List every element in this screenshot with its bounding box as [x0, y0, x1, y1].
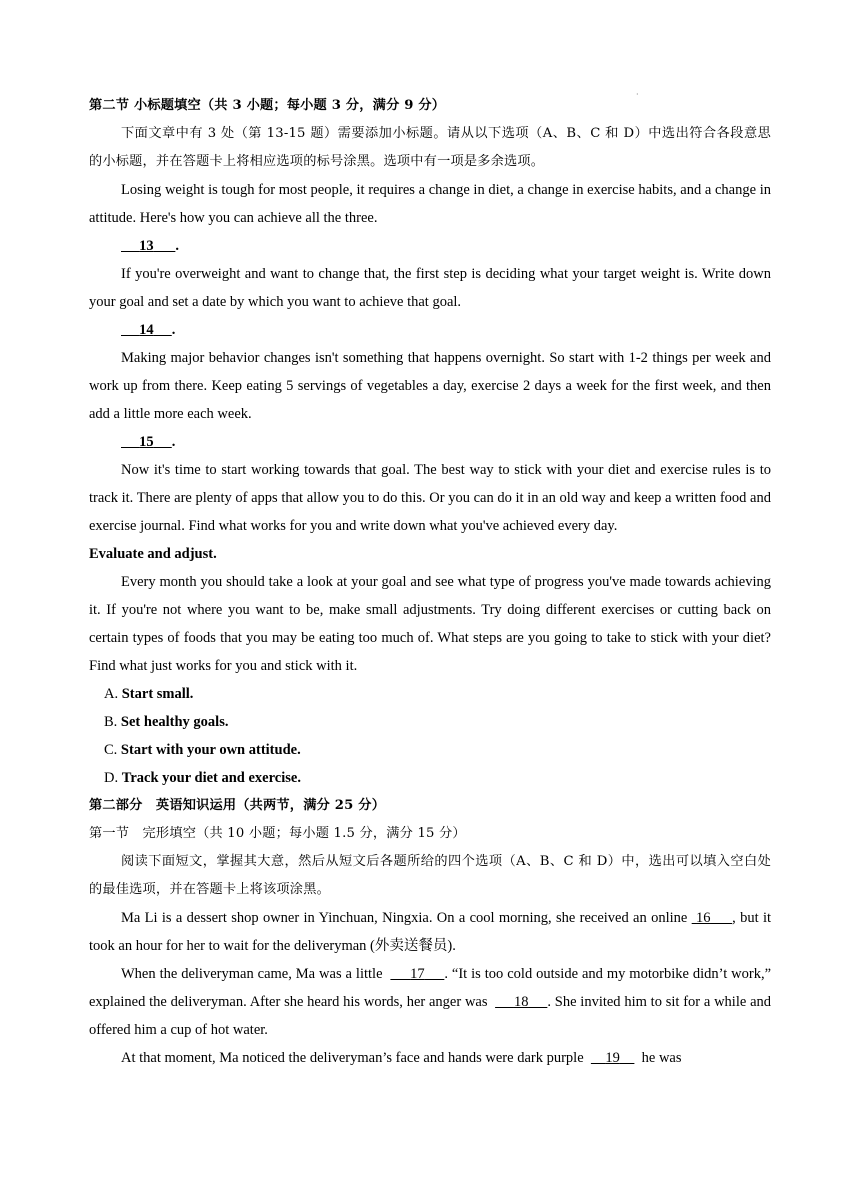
section2-instructions: 下面文章中有 3 处（第 13-15 题）需要添加小标题。请从以下选项（A、B、C 和 D）中选出符合各段意思的小标题，并在答题卡上将相应选项的标号涂黑。选项中有一项是多余选项。: [89, 126, 771, 169]
exam-page: [89, 92, 771, 1072]
blank-18: 18: [513, 994, 529, 1010]
option-b: B. Set healthy goals.: [104, 714, 229, 730]
heading-evaluate: Evaluate and adjust.: [89, 546, 217, 562]
blank-13: 13 .: [139, 238, 179, 254]
paragraph-13: If you're overweight and want to change that, the first step is deciding what your target weight is. Write down your goal and set a date by which you want to achieve that goal.: [89, 266, 771, 310]
passage-intro: Losing weight is tough for most people, it requires a change in diet, a change in exercise habits, and a change in attitude. Here's how you can achieve all the three.: [89, 182, 771, 226]
blank-17: 17: [410, 966, 425, 982]
option-c: C. Start with your own attitude.: [104, 742, 301, 758]
paragraph-15: Now it's time to start working towards that goal. The best way to stick with your diet and exercise rules is to track it. There are plenty of apps that allow you to do this. Or you can do it in an old way and keep a written food and exercise journal. Find what works for you and write down what you've achieved every day.: [89, 462, 771, 534]
blank-15: 15 .: [139, 434, 176, 450]
section2-title: 第二节 小标题填空（共 3 小题；每小题 3 分，满分 9 分）: [89, 98, 446, 113]
option-d: D. Track your diet and exercise.: [104, 770, 301, 786]
stray-dot: ·: [636, 90, 639, 99]
part2-section1-title: 第一节 完形填空（共 10 小题；每小题 1.5 分，满分 15 分）: [89, 826, 466, 841]
cloze-paragraph-2: When the deliveryman came, Ma was a little 17 . “It is too cold outside and my motorbike didn’t work,” explained the deliveryman. After she heard his words, her anger was 18 . She invited him to sit for a while and offered him a cup of hot water.: [89, 966, 772, 1038]
blank-14: 14 .: [139, 322, 176, 338]
paragraph-14: Making major behavior changes isn't something that happens overnight. So start with 1-2 things per week and work up from there. Keep eating 5 servings of vegetables a day, exercise 2 days a week for the first week, and then add a little more each week.: [89, 350, 771, 422]
cloze-paragraph-1: Ma Li is a dessert shop owner in Yinchuan, Ningxia. On a cool morning, she received an online 16 , but it took an hour for her to wait for the deliveryman (外卖送餐员).: [89, 910, 772, 954]
blank-19: 19: [605, 1050, 620, 1066]
blank-16: 16: [696, 910, 711, 926]
part2-title: 第二部分 英语知识运用（共两节，满分 25 分）: [89, 798, 386, 813]
paragraph-evaluate: Every month you should take a look at your goal and see what type of progress you've made towards achieving it. If you're not where you want to be, make small adjustments. Try doing different exercises or cutting back on certain types of foods that you may be eating too much of. What steps are you going to take to stick with your diet? Find what just works for you and stick with it.: [89, 574, 771, 674]
option-a: A. Start small.: [104, 686, 194, 702]
cloze-paragraph-3: At that moment, Ma noticed the deliveryman’s face and hands were dark purple 19 he was: [121, 1050, 682, 1066]
part2-instructions: 阅读下面短文，掌握其大意，然后从短文后各题所给的四个选项（A、B、C 和 D）中，选出可以填入空白处的最佳选项，并在答题卡上将该项涂黑。: [89, 854, 771, 897]
